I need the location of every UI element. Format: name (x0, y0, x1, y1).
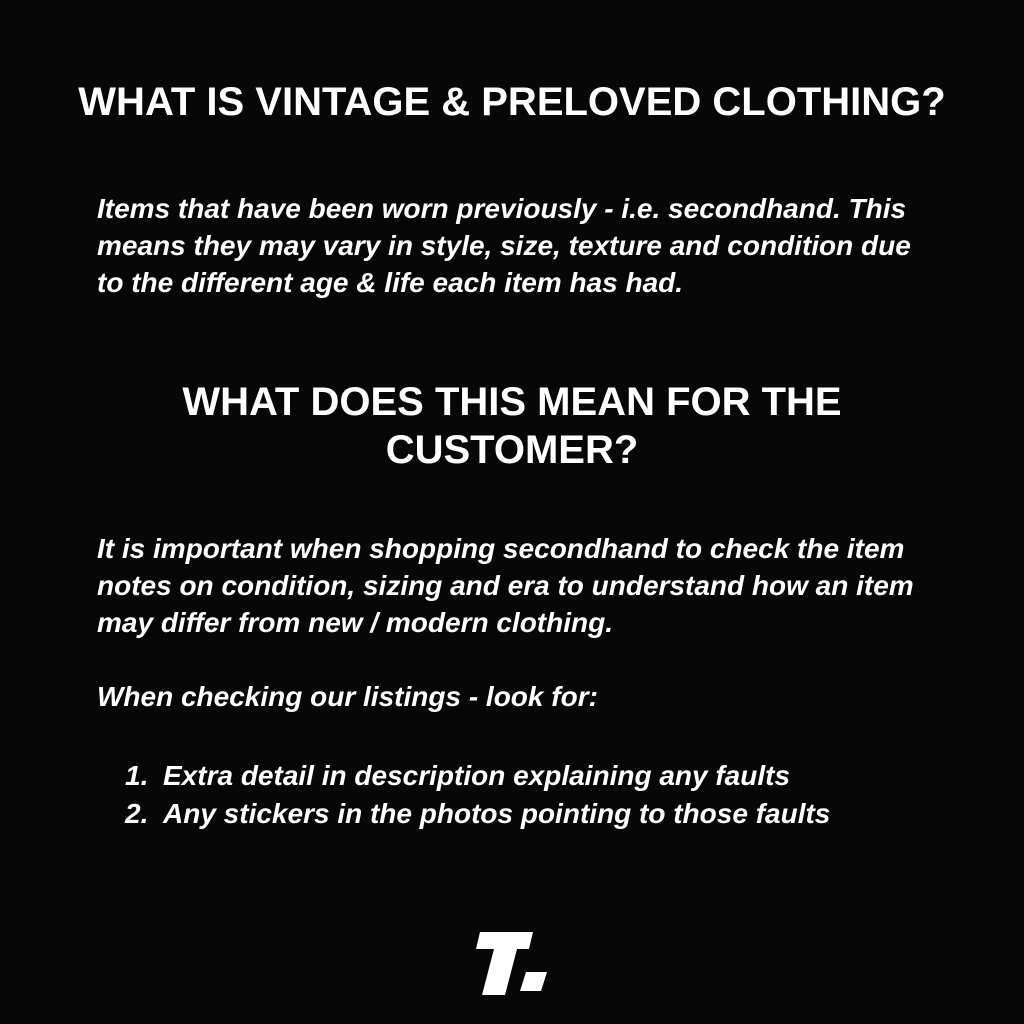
paragraph-line: Items that have been worn previously - i.e. secondhand. This (97, 193, 907, 224)
numbered-list (125, 757, 830, 833)
customer-body-paragraph (97, 530, 914, 641)
paragraph-line: notes on condition, sizing and era to understand how an item (97, 570, 914, 601)
list-item-text: Any stickers in the photos pointing to those faults (163, 798, 831, 829)
intro-paragraph (97, 190, 911, 301)
list-item (125, 757, 830, 795)
paragraph-line: to the different age & life each item has had. (97, 267, 684, 298)
paragraph-line: It is important when shopping secondhand to check the item (97, 533, 905, 564)
list-item-text: Extra detail in description explaining any faults (163, 760, 791, 791)
paragraph-line: means they may vary in style, size, texture and condition due (97, 230, 911, 261)
t-logo-icon (475, 932, 548, 995)
customer-section-heading (0, 378, 1024, 474)
brand-logo (475, 932, 548, 995)
list-item-number: 2. (125, 798, 149, 829)
paragraph-line: may differ from new / modern clothing. (97, 607, 613, 638)
heading-line: WHAT DOES THIS MEAN FOR THE (182, 380, 842, 424)
list-item-number: 1. (125, 760, 149, 791)
logo-text (475, 995, 476, 996)
heading-line: CUSTOMER? (385, 428, 639, 472)
list-intro: When checking our listings - look for: (97, 681, 598, 712)
page-title: WHAT IS VINTAGE & PRELOVED CLOTHING? (78, 80, 946, 124)
list-item (125, 795, 830, 833)
